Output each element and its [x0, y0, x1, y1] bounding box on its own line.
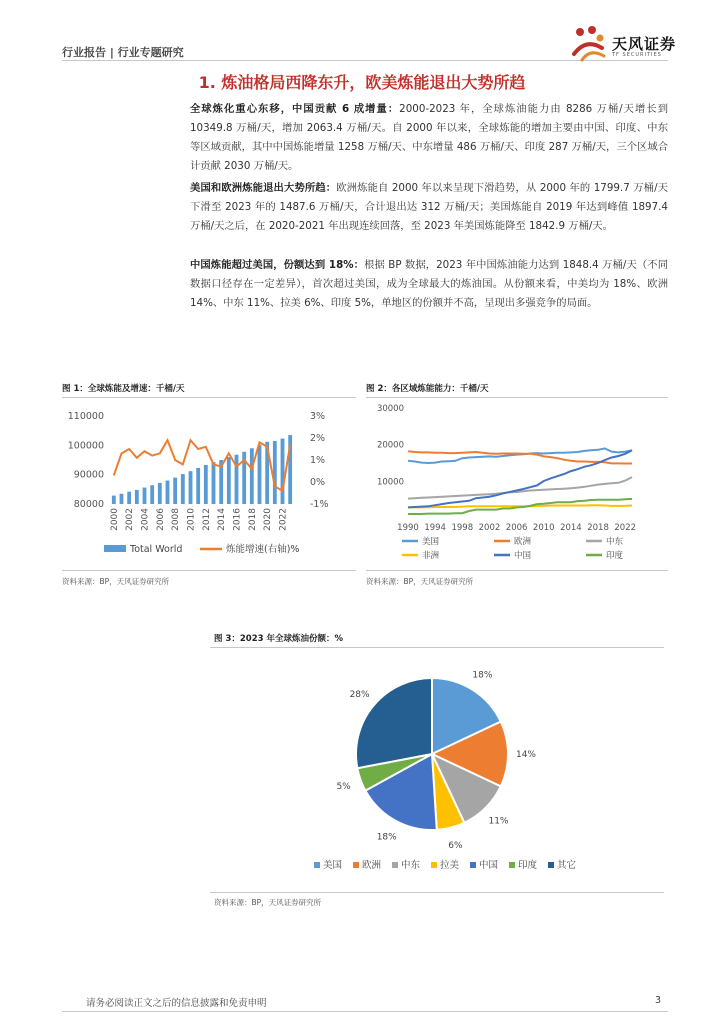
- fig1-left-tick: 100000: [67, 440, 104, 452]
- fig2-chart: [366, 400, 668, 568]
- fig1-x-tick: 2010: [186, 508, 197, 531]
- fig2-x-tick: 2010: [532, 523, 555, 533]
- fig1-bar: [181, 474, 185, 504]
- fig1-bar: [250, 448, 254, 504]
- fig3-legend-swatch: [392, 862, 398, 868]
- fig1-legend-growth: 炼能增速(右轴)%: [226, 544, 300, 555]
- paragraph-1: [190, 100, 668, 176]
- fig1-x-tick: 2006: [155, 508, 166, 531]
- paragraph-2: [190, 179, 668, 236]
- fig1-left-tick: 110000: [67, 411, 104, 422]
- fig2-x-tick: 1990: [397, 523, 419, 533]
- fig3-legend-swatch: [353, 862, 359, 868]
- paragraph-2-body: 欧洲炼能自 2000 年以来呈现下滑趋势，从 2000 年的 1799.7 万桶/天下滑至 2023 年的 1487.6 万桶/天，合计退出达 312 万桶/天；美国炼能自 2019 年达到峰值 1897.4 万桶/天之后，在 2020-2021 年出现连续回落，至 2023 年美国炼能降至 1842.9 万桶/天。: [190, 182, 669, 232]
- fig3-legend-swatch: [548, 862, 554, 868]
- fig1-legend-world: Total World: [130, 544, 183, 555]
- fig1-bar: [189, 471, 193, 504]
- fig1-x-tick: 2022: [278, 508, 289, 531]
- fig1-right-tick: 0%: [310, 477, 326, 488]
- fig3-top-rule: [210, 647, 664, 648]
- fig1-bar: [127, 492, 131, 504]
- fig1-bar: [196, 468, 200, 504]
- paragraph-1-lead: 全球炼化重心东移，中国贡献 6 成增量：: [190, 103, 400, 115]
- fig1-right-tick: -1%: [310, 499, 329, 510]
- fig1-x-tick: 2018: [247, 508, 258, 531]
- fig3-legend-label: 欧洲: [362, 860, 382, 871]
- fig1-bar: [166, 481, 170, 504]
- fig3-source: 资料来源：BP，天风证券研究所: [214, 898, 322, 907]
- fig1-source: 资料来源：BP，天风证券研究所: [62, 577, 170, 586]
- fig3-value-label: 18%: [376, 832, 397, 843]
- footer-disclaimer: 请务必阅读正文之后的信息披露和免责申明: [86, 998, 267, 1009]
- fig1-bar: [258, 445, 262, 504]
- fig3-caption: 图 3：2023 年全球炼油份额：%: [214, 634, 344, 644]
- fig1-top-rule: [62, 397, 356, 398]
- fig2-legend-label: 欧洲: [514, 537, 532, 547]
- fig2-y-tick: 10000: [376, 477, 404, 488]
- fig2-line-中东: [408, 477, 632, 499]
- fig2-legend-label: 中国: [514, 551, 532, 561]
- fig3-bottom-rule: [210, 892, 664, 893]
- fig3-legend-label: 美国: [323, 860, 343, 871]
- fig2-y-tick: 20000: [376, 440, 404, 451]
- fig3-value-label: 11%: [488, 816, 509, 827]
- fig2-legend-label: 非洲: [422, 551, 440, 561]
- brand-subtitle: TF SECURITIES: [612, 52, 662, 58]
- fig2-line-美国: [408, 448, 632, 463]
- fig1-x-tick: 2004: [140, 508, 151, 531]
- fig2-x-tick: 1998: [451, 523, 474, 533]
- paragraph-1-body: 2000-2023 年，全球炼油能力由 8286 万桶/天增长到 10349.8 万桶/天，增加 2063.4 万桶/天。自 2000 年以来，全球炼能的增加主要由中国、印度、中东等区域贡献，其中中国炼能增量 1258 万桶/天、中东增量 486 万桶/天、印度 287 万桶/天，三个区域合计贡献 2030 万桶/天。: [190, 103, 668, 172]
- fig2-legend-label: 美国: [422, 537, 440, 547]
- fig3-legend-swatch: [314, 862, 320, 868]
- paragraph-3-body: 根据 BP 数据，2023 年中国炼油能力达到 1848.4 万桶/天（不同数据口径存在一定差异），首次超过美国，成为全球最大的炼油国。从份额来看，中美均为 18%、欧洲 14%、中东 11%、拉美 6%、印度 5%，单地区的份额并不高，呈现出多强竞争的局面。: [190, 259, 668, 309]
- fig1-right-tick: 3%: [310, 411, 326, 422]
- paragraph-3: [190, 256, 668, 313]
- fig1-right-tick: 2%: [310, 433, 326, 444]
- page-number: 3: [655, 995, 662, 1006]
- fig1-legend-swatch-world: [104, 545, 126, 552]
- fig2-top-rule: [366, 397, 668, 398]
- fig2-legend-label: 中东: [606, 537, 624, 547]
- fig3-legend-label: 中东: [401, 860, 421, 871]
- fig3-legend-swatch: [470, 862, 476, 868]
- fig2-legend-label: 印度: [606, 551, 624, 561]
- fig3-legend-label: 其它: [557, 860, 577, 871]
- fig1-x-tick: 2016: [232, 508, 243, 531]
- fig1-x-tick: 2014: [217, 508, 228, 531]
- fig2-source: 资料来源：BP，天风证券研究所: [366, 577, 474, 586]
- fig1-left-tick: 90000: [73, 469, 104, 481]
- fig2-bottom-rule: [366, 570, 668, 571]
- paragraph-3-lead: 中国炼能超过美国，份额达到 18%：: [190, 259, 365, 271]
- fig1-left-tick: 80000: [73, 499, 104, 510]
- fig1-x-tick: 2012: [201, 508, 212, 531]
- fig1-right-tick: 1%: [310, 455, 326, 466]
- fig1-caption: 图 1：全球炼能及增速：千桶/天: [62, 384, 185, 394]
- fig1-bar: [281, 439, 285, 504]
- fig2-x-tick: 2022: [614, 523, 637, 533]
- fig1-bar: [273, 441, 277, 504]
- paragraph-2-lead: 美国和欧洲炼能退出大势所趋：: [190, 182, 337, 194]
- fig1-bar: [143, 488, 147, 504]
- fig3-value-label: 18%: [472, 670, 493, 681]
- fig1-bottom-rule: [62, 570, 356, 571]
- fig2-x-tick: 2002: [478, 523, 501, 533]
- fig2-caption: 图 2：各区域炼能能力：千桶/天: [366, 384, 489, 394]
- section-title: 1. 炼油格局西降东升，欧美炼能退出大势所趋: [198, 73, 526, 92]
- fig3-chart: [210, 652, 664, 884]
- fig3-legend-swatch: [431, 862, 437, 868]
- fig2-x-tick: 2014: [560, 523, 582, 533]
- fig2-x-tick: 1994: [424, 523, 446, 533]
- fig2-x-tick: 2006: [505, 523, 528, 533]
- fig1-x-tick: 2020: [263, 508, 274, 531]
- fig3-value-label: 28%: [349, 690, 370, 701]
- fig1-x-tick: 2008: [171, 508, 182, 531]
- fig3-value-label: 14%: [515, 750, 537, 760]
- fig1-bar: [158, 483, 162, 504]
- fig2-y-tick: 30000: [376, 404, 404, 414]
- fig1-bar: [150, 485, 154, 504]
- fig1-bar: [227, 457, 231, 504]
- fig1-chart: [62, 400, 356, 565]
- fig3-legend-swatch: [509, 862, 515, 868]
- fig1-bar: [204, 465, 208, 504]
- footer-divider: [62, 1011, 668, 1012]
- fig3-value-label: 5%: [336, 781, 351, 792]
- report-section-label: 行业报告 | 行业专题研究: [62, 46, 184, 59]
- fig1-growth-line: [114, 440, 290, 491]
- fig3-legend-label: 印度: [518, 860, 538, 871]
- fig1-x-tick: 2000: [109, 508, 120, 531]
- fig3-legend-label: 中国: [479, 860, 499, 871]
- fig1-bar: [173, 478, 177, 504]
- brand-name: 天风证券: [612, 35, 677, 53]
- tf-logo-icon: [568, 24, 612, 64]
- fig3-legend-label: 拉美: [440, 860, 460, 871]
- fig3-value-label: 6%: [448, 841, 463, 851]
- fig2-x-tick: 2018: [587, 523, 609, 533]
- fig1-bar: [212, 462, 216, 504]
- fig1-bar: [235, 455, 239, 504]
- fig1-bar: [120, 494, 124, 504]
- fig1-bar: [112, 496, 116, 504]
- fig1-x-tick: 2002: [125, 508, 136, 531]
- fig1-bar: [135, 490, 139, 504]
